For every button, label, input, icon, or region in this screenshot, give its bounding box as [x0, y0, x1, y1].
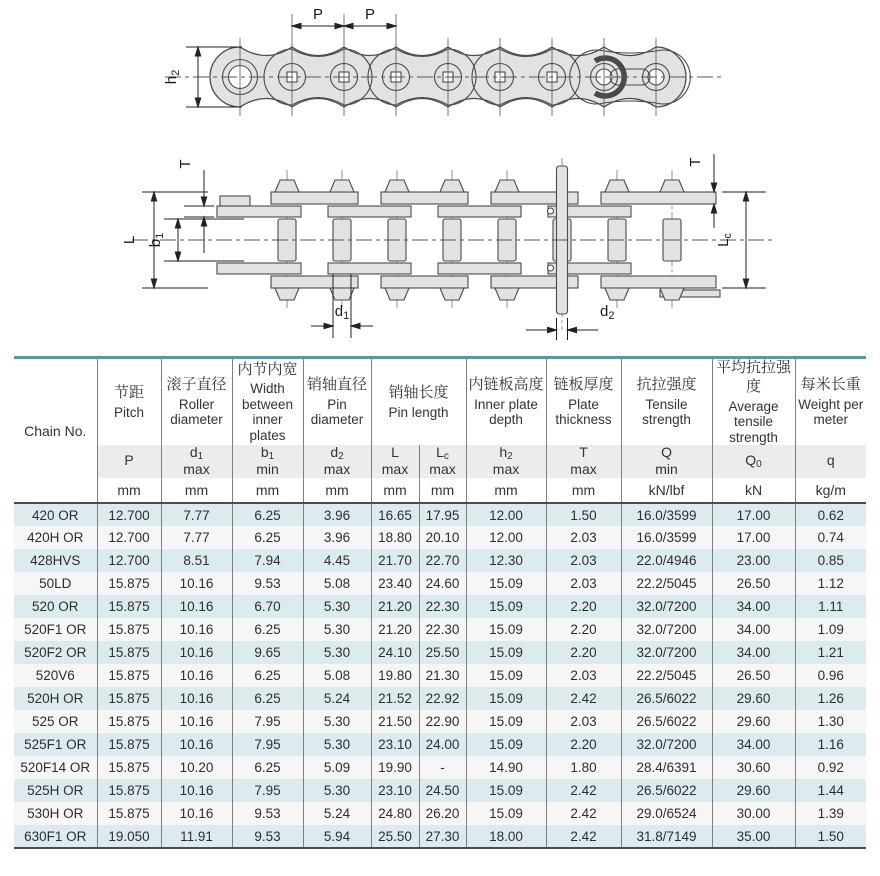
b1-label: $b_1$ — [147, 232, 166, 248]
symbol-header-h2: h2 max — [466, 445, 546, 478]
unit-header: kg/m — [795, 478, 866, 503]
table-cell: 26.5/6022 — [621, 687, 712, 710]
table-cell: 15.875 — [97, 641, 161, 664]
table-cell: 7.94 — [232, 549, 303, 572]
table-cell: 26.50 — [712, 572, 795, 595]
table-cell: 30.00 — [712, 802, 795, 825]
table-cell: 26.5/6022 — [621, 710, 712, 733]
table-cell: 5.08 — [303, 572, 371, 595]
table-cell: 5.24 — [303, 687, 371, 710]
table-cell: 18.00 — [466, 825, 546, 848]
table-cell: 2.42 — [546, 825, 621, 848]
table-row — [14, 618, 866, 641]
lc-label: $L_c$ — [715, 233, 734, 247]
table-row — [14, 549, 866, 572]
chain-side-view-drawing — [140, 2, 740, 137]
symbol-header-q-min: Q min — [621, 445, 712, 478]
table-cell: 21.30 — [419, 664, 466, 687]
header-row-symbols — [14, 445, 866, 478]
table-cell: 9.53 — [232, 572, 303, 595]
header-row-units — [14, 478, 866, 503]
d2-label: $d_2$ — [600, 303, 615, 322]
table-cell: 15.09 — [466, 802, 546, 825]
table-cell: 24.10 — [371, 641, 419, 664]
table-row — [14, 779, 866, 802]
table-cell: 5.08 — [303, 664, 371, 687]
table-cell: 6.25 — [232, 526, 303, 549]
table-cell: 15.875 — [97, 664, 161, 687]
table-cell: 2.03 — [546, 549, 621, 572]
column-header-roller-diameter: 滚子直径 Roller diameter — [161, 358, 232, 446]
table-cell: 22.2/5045 — [621, 572, 712, 595]
table-cell: 5.30 — [303, 779, 371, 802]
table-cell: 19.050 — [97, 825, 161, 848]
table-row — [14, 641, 866, 664]
table-cell: 0.85 — [817, 553, 844, 569]
table-cell: 525 OR — [14, 710, 97, 733]
table-cell: 1.26 — [817, 691, 844, 707]
table-cell: 7.95 — [232, 710, 303, 733]
table-row — [14, 687, 866, 710]
table-cell: 2.03 — [546, 572, 621, 595]
symbol-header-d2: d2 max — [303, 445, 371, 478]
table-cell: 25.50 — [419, 641, 466, 664]
table-cell: 520V6 — [14, 664, 97, 687]
column-header-inner-plate-depth: 内链板高度 Inner plate depth — [466, 358, 546, 446]
table-cell: 6.25 — [232, 503, 303, 526]
table-cell: 2.20 — [546, 641, 621, 664]
table-cell: 7.95 — [232, 779, 303, 802]
chain-plan-view-drawing — [112, 132, 792, 352]
table-cell: 16.0/3599 — [621, 503, 712, 526]
table-row — [14, 572, 866, 595]
table-cell: 18.80 — [371, 526, 419, 549]
table-cell: 2.03 — [546, 710, 621, 733]
table-cell: 1.09 — [817, 622, 844, 638]
table-cell: 1.80 — [546, 756, 621, 779]
table-cell: 17.00 — [712, 526, 795, 549]
table-cell: 10.16 — [161, 618, 232, 641]
table-cell: 15.875 — [97, 595, 161, 618]
table-cell: 3.96 — [303, 526, 371, 549]
table-cell: 10.16 — [161, 687, 232, 710]
table-cell: 24.50 — [419, 779, 466, 802]
table-cell: 25.50 — [371, 825, 419, 848]
table-cell: 35.00 — [712, 825, 795, 848]
table-cell: 6.25 — [232, 664, 303, 687]
table-cell: 2.42 — [546, 802, 621, 825]
table-cell: 30.60 — [712, 756, 795, 779]
table-cell: 21.20 — [371, 595, 419, 618]
table-cell: 2.42 — [546, 779, 621, 802]
table-cell: 29.60 — [712, 779, 795, 802]
table-row — [14, 526, 866, 549]
table-cell: 50LD — [14, 572, 97, 595]
table-cell: 5.30 — [303, 618, 371, 641]
table-cell: 26.20 — [419, 802, 466, 825]
table-cell: 11.91 — [161, 825, 232, 848]
table-cell: 26.5/6022 — [621, 779, 712, 802]
column-header-chain-no: Chain No. — [14, 358, 97, 504]
pitch-label-1: P — [312, 6, 324, 23]
table-cell: 0.96 — [817, 668, 844, 684]
unit-header: kN — [712, 478, 795, 503]
table-cell: 20.10 — [419, 526, 466, 549]
table-cell: 5.30 — [303, 710, 371, 733]
table-cell: 5.30 — [303, 641, 371, 664]
table-cell: 630F1 OR — [14, 825, 97, 848]
table-cell: 15.09 — [466, 779, 546, 802]
symbol-header-l: L max — [371, 445, 419, 478]
unit-header: mm — [232, 478, 303, 503]
table-cell: 525H OR — [14, 779, 97, 802]
spec-table-body — [14, 503, 866, 848]
table-cell: 15.875 — [97, 710, 161, 733]
table-cell: 15.09 — [466, 595, 546, 618]
table-cell: 15.09 — [466, 710, 546, 733]
table-cell: 428HVS — [14, 549, 97, 572]
table-cell: 17.95 — [419, 503, 466, 526]
table-cell: 5.09 — [303, 756, 371, 779]
symbol-header-lc: Lc max — [419, 445, 466, 478]
table-cell: 21.70 — [371, 549, 419, 572]
symbol-header-b1: b1 min — [232, 445, 303, 478]
table-cell: 15.09 — [466, 572, 546, 595]
table-cell: 10.16 — [161, 779, 232, 802]
l-label: L — [121, 235, 138, 245]
symbol-header-d1: d1 max — [161, 445, 232, 478]
table-cell: 9.53 — [232, 802, 303, 825]
table-cell: 10.16 — [161, 733, 232, 756]
table-cell: 9.65 — [232, 641, 303, 664]
table-cell: 15.875 — [97, 733, 161, 756]
table-cell: 1.16 — [817, 737, 844, 753]
table-cell: 520F2 OR — [14, 641, 97, 664]
table-cell: 1.12 — [817, 576, 844, 592]
table-cell: 34.00 — [712, 618, 795, 641]
symbol-header-t: T max — [546, 445, 621, 478]
table-cell: 24.60 — [419, 572, 466, 595]
table-cell: 520F14 OR — [14, 756, 97, 779]
t-left-dimension — [184, 170, 214, 253]
table-cell: 27.30 — [419, 825, 466, 848]
column-header-pin-length: 销轴长度 Pin length — [371, 358, 466, 446]
table-cell: 34.00 — [712, 595, 795, 618]
table-cell: 15.875 — [97, 572, 161, 595]
table-cell: 10.16 — [161, 802, 232, 825]
table-cell: 17.00 — [712, 503, 795, 526]
table-cell: 22.2/5045 — [621, 664, 712, 687]
table-cell: 1.50 — [795, 825, 866, 848]
table-cell: 15.875 — [97, 756, 161, 779]
symbol-header-p: P — [97, 445, 161, 478]
column-header-pitch: 节距 Pitch — [97, 358, 161, 446]
table-cell: 6.25 — [232, 687, 303, 710]
table-cell: 32.0/7200 — [621, 733, 712, 756]
table-cell: 34.00 — [712, 641, 795, 664]
table-cell: 1.30 — [817, 714, 844, 730]
table-cell: 24.00 — [419, 733, 466, 756]
table-cell: 7.95 — [232, 733, 303, 756]
table-cell: 0.74 — [817, 530, 844, 546]
spec-table — [14, 356, 866, 849]
table-cell: 6.25 — [232, 618, 303, 641]
table-cell: 12.700 — [97, 549, 161, 572]
table-cell: 21.20 — [371, 618, 419, 641]
table-cell: 21.52 — [371, 687, 419, 710]
unit-header: mm — [161, 478, 232, 503]
table-cell: 3.96 — [303, 503, 371, 526]
table-cell: 19.80 — [371, 664, 419, 687]
table-cell: 15.875 — [97, 802, 161, 825]
t-right-label: T — [687, 157, 704, 167]
table-cell: 15.09 — [466, 687, 546, 710]
symbol-header-q0: Q0 — [712, 445, 795, 478]
table-cell: 2.20 — [546, 618, 621, 641]
table-cell: 530H OR — [14, 802, 97, 825]
table-cell: 420 OR — [14, 503, 97, 526]
table-cell: 7.77 — [161, 526, 232, 549]
table-cell: 22.92 — [419, 687, 466, 710]
drawings-section — [0, 0, 880, 356]
table-cell: 6.70 — [232, 595, 303, 618]
table-cell: 2.03 — [546, 664, 621, 687]
table-cell: 10.16 — [161, 595, 232, 618]
table-cell: 420H OR — [14, 526, 97, 549]
table-cell: 5.30 — [303, 733, 371, 756]
table-cell: 23.10 — [371, 779, 419, 802]
table-cell: 7.77 — [161, 503, 232, 526]
table-cell: 34.00 — [712, 733, 795, 756]
table-cell: 15.09 — [466, 618, 546, 641]
table-cell: 520H OR — [14, 687, 97, 710]
d1-label: $d_1$ — [334, 303, 350, 322]
h2-label: $h_2$ — [163, 69, 182, 85]
table-cell: 23.40 — [371, 572, 419, 595]
table-cell: 5.30 — [303, 595, 371, 618]
table-cell: 22.30 — [419, 595, 466, 618]
column-header-weight: 每米长重 Weight per meter — [798, 376, 864, 428]
table-cell: 10.16 — [161, 710, 232, 733]
table-cell: 1.44 — [817, 783, 844, 799]
table-cell: 32.0/7200 — [621, 618, 712, 641]
table-cell: 24.80 — [371, 802, 419, 825]
table-cell: 15.09 — [466, 664, 546, 687]
table-cell: 12.700 — [97, 526, 161, 549]
table-cell: 21.50 — [371, 710, 419, 733]
table-cell: 15.875 — [97, 618, 161, 641]
table-cell: 14.90 — [466, 756, 546, 779]
table-cell: 10.16 — [161, 572, 232, 595]
table-cell: 32.0/7200 — [621, 641, 712, 664]
table-cell: 1.11 — [818, 599, 844, 615]
table-row — [14, 802, 866, 825]
table-cell: 0.62 — [817, 507, 844, 523]
table-cell: 2.42 — [546, 687, 621, 710]
table-cell: 15.09 — [466, 733, 546, 756]
unit-header: mm — [303, 478, 371, 503]
table-cell: 8.51 — [161, 549, 232, 572]
unit-header: kN/lbf — [621, 478, 712, 503]
table-cell: 10.16 — [161, 664, 232, 687]
table-cell: 6.25 — [232, 756, 303, 779]
table-cell: 22.70 — [419, 549, 466, 572]
table-cell: 29.60 — [712, 687, 795, 710]
pitch-label-2: P — [364, 6, 376, 23]
table-cell: 31.8/7149 — [621, 825, 712, 848]
table-cell: 10.20 — [161, 756, 232, 779]
column-header-inner-width: 内节内宽 Width between inner plates — [232, 358, 303, 446]
table-cell: 26.50 — [712, 664, 795, 687]
table-cell: 22.30 — [419, 618, 466, 641]
table-cell: 520F1 OR — [14, 618, 97, 641]
table-cell: 12.00 — [466, 503, 546, 526]
unit-header: mm — [97, 478, 161, 503]
table-cell: 19.90 — [371, 756, 419, 779]
table-cell: 4.45 — [303, 549, 371, 572]
table-cell: 1.50 — [546, 503, 621, 526]
table-cell: 12.00 — [466, 526, 546, 549]
symbol-header-q: q — [795, 445, 866, 478]
table-cell: 5.94 — [303, 825, 371, 848]
table-cell: 10.16 — [161, 641, 232, 664]
table-row — [14, 756, 866, 779]
table-row — [14, 664, 866, 687]
table-cell: 28.4/6391 — [621, 756, 712, 779]
unit-header: mm — [419, 478, 466, 503]
table-cell: 22.0/4946 — [621, 549, 712, 572]
table-cell: 15.875 — [97, 687, 161, 710]
table-cell: 23.10 — [371, 733, 419, 756]
table-cell: 29.0/6524 — [621, 802, 712, 825]
column-header-pin-diameter: 销轴直径 Pin diameter — [303, 358, 371, 446]
table-cell: 2.20 — [546, 733, 621, 756]
table-row — [14, 503, 866, 526]
table-row — [14, 825, 866, 848]
table-cell: 0.92 — [817, 760, 844, 776]
table-cell: 32.0/7200 — [621, 595, 712, 618]
table-cell: 9.53 — [232, 825, 303, 848]
table-row — [14, 733, 866, 756]
table-cell: 23.00 — [712, 549, 795, 572]
table-cell: 15.875 — [97, 779, 161, 802]
table-cell: 1.21 — [817, 645, 844, 661]
table-cell: 16.0/3599 — [621, 526, 712, 549]
table-cell: 5.24 — [303, 802, 371, 825]
table-row — [14, 595, 866, 618]
table-cell: 29.60 — [712, 710, 795, 733]
column-header-plate-thickness: 链板厚度 Plate thickness — [546, 358, 621, 446]
unit-header: mm — [546, 478, 621, 503]
unit-header: mm — [371, 478, 419, 503]
t-right-dimension — [711, 154, 716, 228]
unit-header: mm — [466, 478, 546, 503]
table-cell: - — [419, 756, 466, 779]
column-header-average-tensile: 平均抗拉强度 Average tensile strength — [712, 358, 795, 446]
table-cell: 12.700 — [97, 503, 161, 526]
table-cell: 2.20 — [546, 595, 621, 618]
table-cell: 2.03 — [546, 526, 621, 549]
column-header-tensile-strength: 抗拉强度 Tensile strength — [621, 358, 712, 446]
header-row-names — [14, 358, 866, 446]
table-cell: 12.30 — [466, 549, 546, 572]
table-cell: 520 OR — [14, 595, 97, 618]
table-cell: 15.09 — [466, 641, 546, 664]
t-left-label: T — [177, 159, 194, 169]
table-row — [14, 710, 866, 733]
table-cell: 16.65 — [371, 503, 419, 526]
table-cell: 22.90 — [419, 710, 466, 733]
table-cell: 1.39 — [817, 806, 844, 822]
table-cell: 525F1 OR — [14, 733, 97, 756]
